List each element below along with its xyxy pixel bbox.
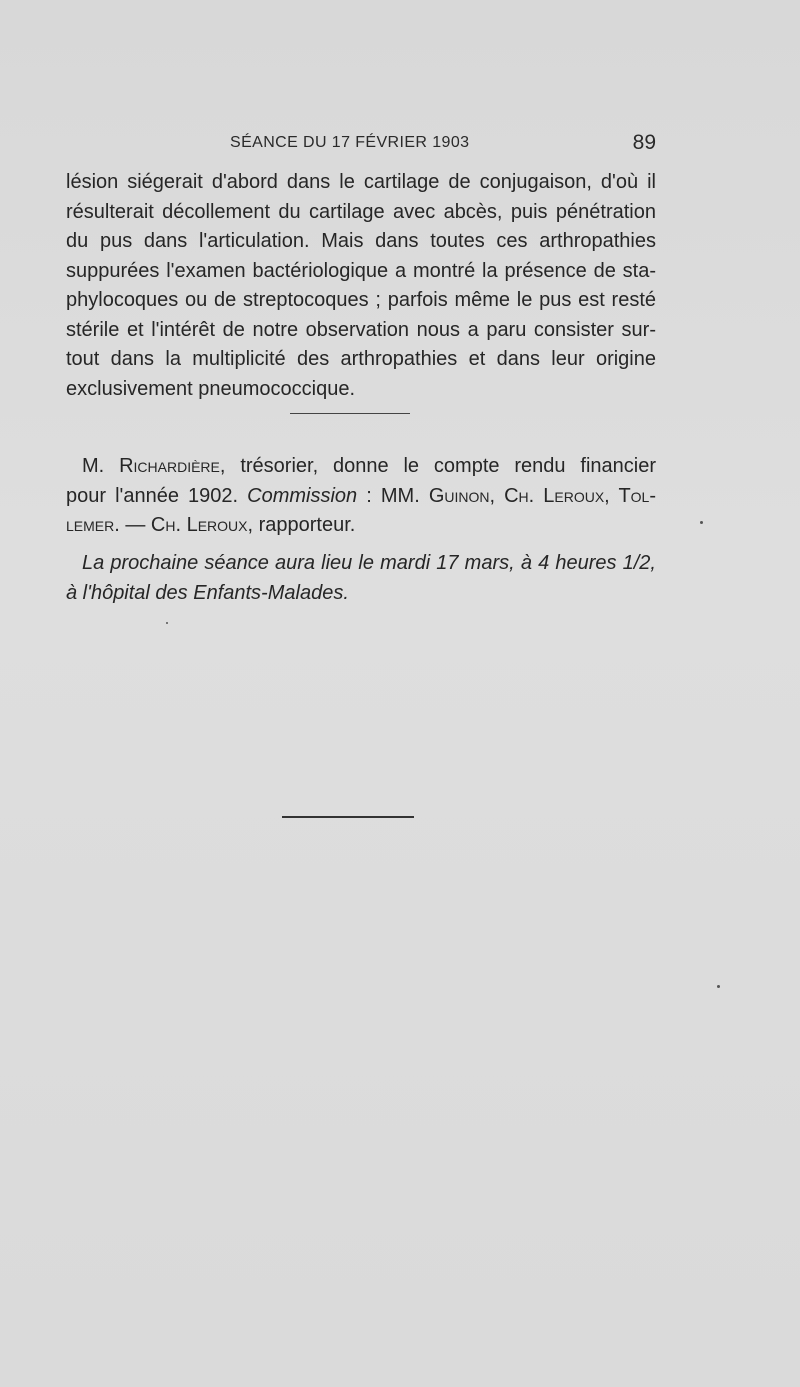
text-fragment: . — [114,514,151,536]
paragraph-treasurer [66,452,656,541]
text-fragment: M. [82,455,120,477]
text-line: du pus dans l'articulation. Mais dans toutes ces arthropathies [66,230,656,252]
person-name: Richardière [119,455,220,477]
person-name: lemer [66,514,115,536]
paper-speck [166,622,168,624]
paragraph-arthropathies [66,168,656,404]
text-line [66,511,656,541]
text-line: stérile et l'intérêt de notre observation nous a paru consister sur- [66,318,656,341]
page-number: 89 [632,131,656,154]
person-names: Guinon, Ch. Leroux, Tol- [428,484,656,507]
text-line: phylocoques ou de streptocoques ; parfois même le pus est resté [66,289,656,311]
paper-speck [717,985,720,988]
section-divider [290,413,410,414]
text-line: La prochaine séance aura lieu le mardi 17 mars, à 4 heures 1/2, [82,552,656,574]
text-line [66,482,656,512]
running-head [64,131,656,158]
text-fragment: : MM. [357,484,429,507]
text-line: exclusivement pneumococcique. [66,377,356,400]
text-line: tout dans la multiplicité des arthropathies et dans leur origine [66,348,656,370]
commission-label: Commission [247,484,358,507]
paper-speck [700,521,703,524]
text-line: lésion siégerait d'abord dans le cartilage de conjugaison, d'où il [66,171,656,193]
text-line: résulterait décollement du cartilage avec abcès, puis pénétration [66,200,656,223]
text-line [66,452,656,482]
text-fragment: pour l'année 1902. [66,484,248,507]
paragraph-next-session [66,549,656,608]
text-fragment: , trésorier, donne le compte rendu financier [219,455,656,477]
text-line: à l'hôpital des Enfants-Malades. [66,581,349,604]
person-name: Ch. Leroux [150,514,248,536]
end-rule [282,816,414,818]
running-title: SÉANCE DU 17 FÉVRIER 1903 [230,134,470,151]
text-fragment: , rapporteur. [247,514,356,536]
text-line: suppurées l'examen bactériologique a montré la présence de sta- [66,259,656,282]
